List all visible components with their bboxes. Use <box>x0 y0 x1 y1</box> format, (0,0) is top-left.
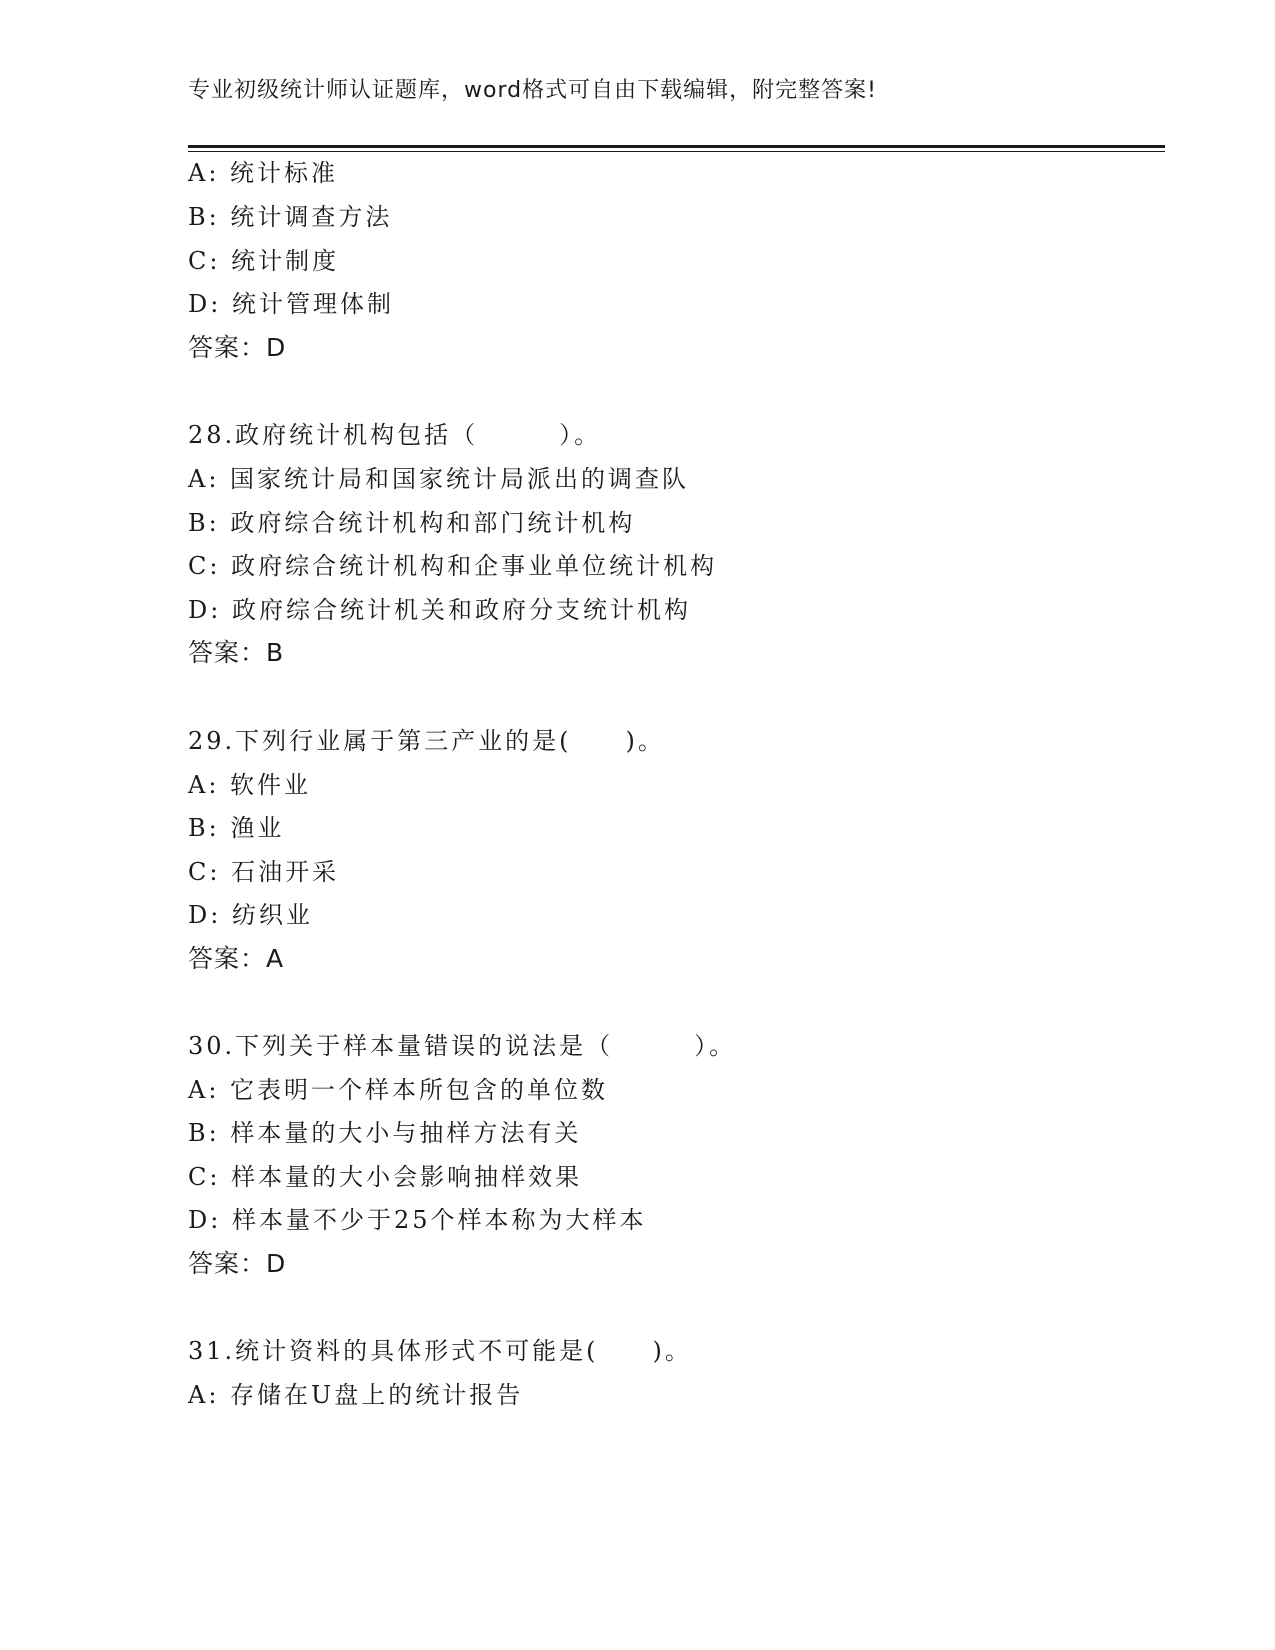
option-d: D: 统计管理体制 <box>188 290 394 318</box>
option-d: D: 政府综合统计机关和政府分支统计机构 <box>188 596 691 624</box>
option-a: A: 国家统计局和国家统计局派出的调查队 <box>188 465 690 493</box>
option-c: C: 政府综合统计机构和企事业单位统计机构 <box>188 552 718 580</box>
option-c: C: 统计制度 <box>188 247 340 275</box>
option-d: D: 样本量不少于25个样本称为大样本 <box>188 1206 647 1234</box>
page-header: 专业初级统计师认证题库，word格式可自由下载编辑，附完整答案! <box>188 78 877 103</box>
option-c: C: 样本量的大小会影响抽样效果 <box>188 1163 583 1191</box>
option-b: B: 渔业 <box>188 814 285 842</box>
question-stem: 31.统计资料的具体形式不可能是( )。 <box>188 1337 692 1365</box>
answer: 答案：B <box>188 638 285 667</box>
option-a: A: 统计标准 <box>188 159 339 187</box>
question-stem: 29.下列行业属于第三产业的是( )。 <box>188 727 665 755</box>
answer: 答案：D <box>188 333 287 362</box>
option-d: D: 纺织业 <box>188 901 313 929</box>
option-c: C: 石油开采 <box>188 858 340 886</box>
option-b: B: 统计调查方法 <box>188 203 393 231</box>
option-a: A: 存储在U盘上的统计报告 <box>188 1381 524 1409</box>
answer: 答案：A <box>188 944 285 973</box>
header-divider <box>188 145 1165 148</box>
option-b: B: 样本量的大小与抽样方法有关 <box>188 1119 582 1147</box>
answer: 答案：D <box>188 1249 287 1278</box>
option-a: A: 软件业 <box>188 771 312 799</box>
option-b: B: 政府综合统计机构和部门统计机构 <box>188 509 636 537</box>
header-divider-thin <box>188 151 1165 152</box>
question-stem: 30.下列关于样本量错误的说法是（ ）。 <box>188 1032 737 1060</box>
question-stem: 28.政府统计机构包括（ ）。 <box>188 421 602 449</box>
option-a: A: 它表明一个样本所包含的单位数 <box>188 1076 609 1104</box>
